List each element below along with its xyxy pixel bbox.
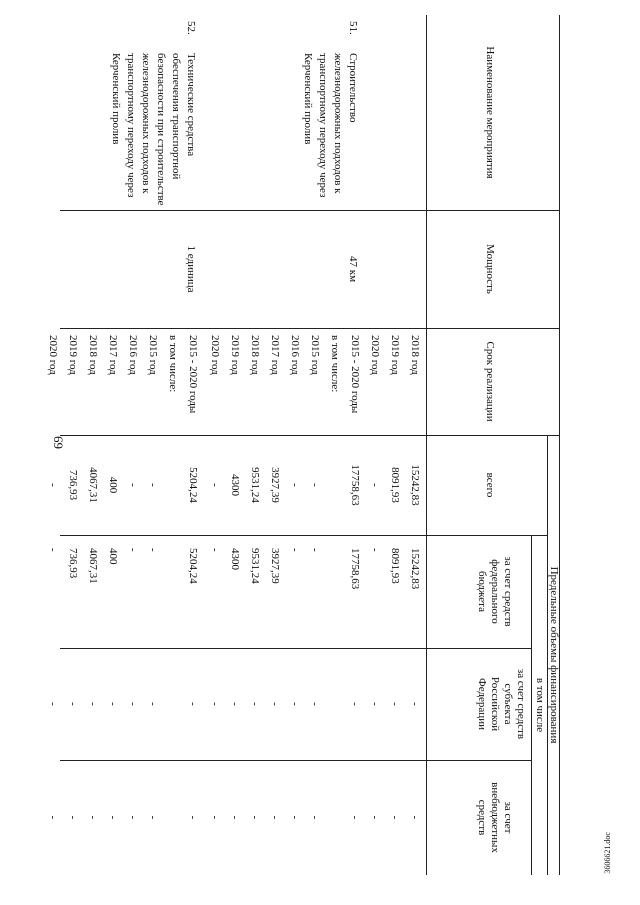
cell-federal: - xyxy=(309,548,321,552)
cell-total: 4300 xyxy=(229,474,241,496)
cell-period: 2020 год xyxy=(369,335,381,375)
item-number: 52. xyxy=(185,21,197,35)
item-number: 51. xyxy=(347,21,359,35)
cell-subject: - xyxy=(389,702,401,706)
cell-extra: - xyxy=(187,815,199,820)
item-capacity: 1 единица xyxy=(185,245,197,293)
cell-subject: - xyxy=(249,702,261,706)
item-name-line: транспортному переходу через xyxy=(317,53,329,198)
cell-extra: - xyxy=(309,815,321,820)
cell-period: 2017 год xyxy=(107,335,119,375)
header-federal-line: за счет средств xyxy=(502,556,514,627)
cell-total: 15242,83 xyxy=(409,464,421,506)
cell-period: 2016 год xyxy=(127,335,139,375)
cell-subject: - xyxy=(409,702,421,706)
item-name-line: Технические средства xyxy=(185,53,197,157)
cell-period: в том числе: xyxy=(167,335,179,393)
cell-subject: - xyxy=(229,702,241,706)
cell-federal: 15242,83 xyxy=(409,548,421,590)
cell-period: 2018 год xyxy=(249,335,261,375)
cell-total: 5204,24 xyxy=(187,467,199,503)
cell-subject: - xyxy=(309,702,321,706)
cell-period: 2019 год xyxy=(67,335,79,375)
cell-federal: 4300 xyxy=(229,548,241,570)
cell-extra: - xyxy=(249,815,261,820)
header-extra-line: за счет xyxy=(502,801,514,834)
cell-total: - xyxy=(127,483,139,487)
cell-extra: - xyxy=(67,815,79,820)
cell-extra: - xyxy=(47,815,59,820)
cell-subject: - xyxy=(67,702,79,706)
cell-total: - xyxy=(289,483,301,487)
cell-subject: - xyxy=(289,702,301,706)
cell-total: - xyxy=(147,483,159,487)
rotated-table xyxy=(47,15,560,875)
item-name-line: транспортному переходу через xyxy=(125,53,137,198)
cell-federal: 8091,93 xyxy=(389,548,401,584)
cell-period: 2019 год xyxy=(389,335,401,375)
cell-extra: - xyxy=(349,815,361,820)
header-extra-line: средств xyxy=(476,799,488,836)
cell-federal: - xyxy=(289,548,301,552)
cell-period: 2015 год xyxy=(309,335,321,375)
header-total: всего xyxy=(484,472,496,498)
cell-subject: - xyxy=(349,702,361,706)
item-name-line: Керченский пролив xyxy=(302,53,314,145)
cell-period: 2015 - 2020 годы xyxy=(349,335,361,414)
cell-extra: - xyxy=(269,815,281,820)
cell-total: - xyxy=(47,483,59,487)
cell-period: 2019 год xyxy=(229,335,241,375)
cell-period: 2020 год xyxy=(209,335,221,375)
cell-total: 736,93 xyxy=(67,469,79,501)
header-including: в том числе xyxy=(534,677,546,733)
item-name-line: обеспечения транспортной xyxy=(170,53,182,180)
cell-total: 8091,93 xyxy=(389,467,401,503)
cell-federal: 400 xyxy=(107,548,119,565)
cell-period: 2015 - 2020 годы xyxy=(187,335,199,414)
header-federal-line: бюджета xyxy=(476,570,488,612)
cell-subject: - xyxy=(107,702,119,706)
cell-federal: - xyxy=(209,548,221,552)
cell-extra: - xyxy=(229,815,241,820)
cell-federal: - xyxy=(127,548,139,552)
item-name-line: безопасности при строительстве xyxy=(155,53,167,206)
item-capacity: 47 км xyxy=(347,255,359,283)
header-financing: Предельные объемы финансирования xyxy=(548,566,560,744)
cell-total: - xyxy=(369,483,381,487)
item-name-line: Керченский пролив xyxy=(110,53,122,145)
cell-total: 4067,31 xyxy=(87,467,99,503)
cell-extra: - xyxy=(107,815,119,820)
cell-period: 2018 год xyxy=(409,335,421,375)
cell-total: - xyxy=(309,483,321,487)
col-divider-total-federal xyxy=(60,535,548,536)
header-subject-line: Федерации xyxy=(476,678,488,730)
cell-period: в том числе: xyxy=(329,335,341,393)
cell-federal: 17758,63 xyxy=(349,548,361,590)
cell-total: 17758,63 xyxy=(349,464,361,506)
cell-federal: - xyxy=(369,548,381,552)
cell-extra: - xyxy=(147,815,159,820)
cell-federal: - xyxy=(47,548,59,552)
cell-period: 2015 год xyxy=(147,335,159,375)
file-name-footer: 3606621.doc xyxy=(603,832,612,874)
cell-extra: - xyxy=(127,815,139,820)
cell-federal: 9531,24 xyxy=(249,548,261,584)
header-subject-line: субъекта xyxy=(502,683,514,725)
cell-subject: - xyxy=(47,702,59,706)
cell-subject: - xyxy=(209,702,221,706)
cell-federal: 4067,31 xyxy=(87,548,99,584)
cell-federal: 736,93 xyxy=(67,548,79,579)
header-bottom-border xyxy=(426,15,427,875)
cell-subject: - xyxy=(369,702,381,706)
header-extra-line: внебюджетных xyxy=(489,782,501,853)
item-name-line: железнодорожных подходов к xyxy=(140,53,152,194)
cell-extra: - xyxy=(209,815,221,820)
cell-subject: - xyxy=(127,702,139,706)
cell-extra: - xyxy=(389,815,401,820)
cell-subject: - xyxy=(87,702,99,706)
cell-subject: - xyxy=(187,702,199,706)
cell-period: 2018 год xyxy=(87,335,99,375)
cell-extra: - xyxy=(87,815,99,820)
header-capacity: Мощность xyxy=(484,244,496,294)
cell-extra: - xyxy=(409,815,421,820)
header-subject-line: Российской xyxy=(489,676,501,732)
cell-extra: - xyxy=(289,815,301,820)
cell-total: 400 xyxy=(107,476,119,494)
cell-period: 2020 год xyxy=(47,335,59,375)
cell-total: - xyxy=(209,483,221,487)
cell-subject: - xyxy=(147,702,159,706)
cell-total: 9531,24 xyxy=(249,467,261,503)
cell-federal: - xyxy=(147,548,159,552)
header-period: Срок реализации xyxy=(484,341,496,422)
cell-period: 2016 год xyxy=(289,335,301,375)
including-header-divider xyxy=(531,535,532,875)
page-number: 69 xyxy=(51,436,66,449)
header-name: Наименование мероприятия xyxy=(484,46,496,179)
header-federal-line: федерального xyxy=(489,559,501,624)
item-name-line: Строительство xyxy=(347,53,359,123)
cell-total: 3927,39 xyxy=(269,467,281,503)
cell-federal: 3927,39 xyxy=(269,548,281,584)
cell-period: 2017 год xyxy=(269,335,281,375)
cell-federal: 5204,24 xyxy=(187,548,199,584)
cell-subject: - xyxy=(269,702,281,706)
header-subject-line: за счет средств xyxy=(515,668,527,740)
item-name-line: железнодорожных подходов к xyxy=(332,53,344,194)
cell-extra: - xyxy=(369,815,381,820)
